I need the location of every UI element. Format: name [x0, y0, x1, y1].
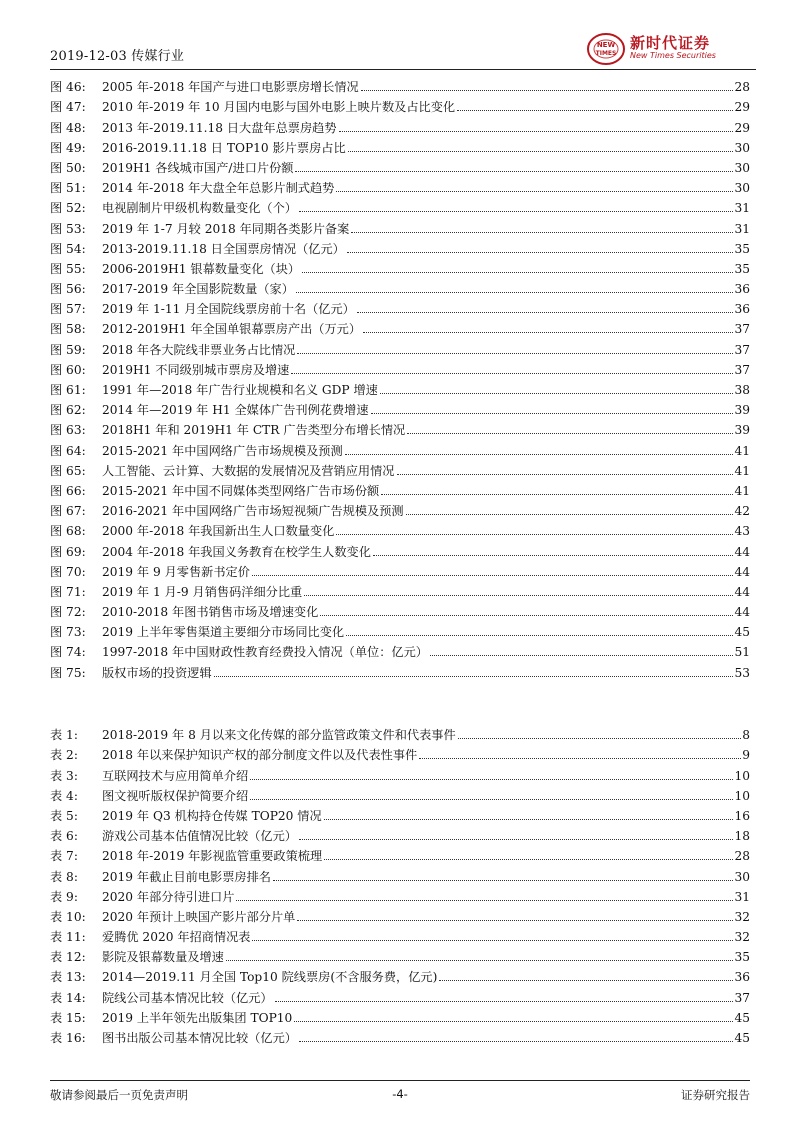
toc-entry-title[interactable]: 电视剧制片甲级机构数量变化（个）	[102, 201, 297, 216]
dot-leader	[371, 412, 734, 414]
toc-entry-label: 图 63:	[50, 423, 86, 438]
footer-report-type: 证券研究报告	[681, 1088, 750, 1102]
toc-entry-label: 表 6:	[50, 829, 78, 844]
toc-entry-title[interactable]: 2016-2019.11.18 日 TOP10 影片票房占比	[102, 140, 346, 155]
toc-entry-title[interactable]: 影院及银幕数量及增速	[102, 950, 224, 965]
toc-entry-label: 表 10:	[50, 909, 86, 924]
toc-entry-page[interactable]: 35	[734, 241, 750, 256]
toc-entry-title[interactable]: 2006-2019H1 银幕数量变化（块）	[102, 261, 301, 276]
toc-entry[interactable]	[50, 276, 750, 296]
toc-entry[interactable]	[50, 803, 750, 823]
toc-entry-title[interactable]: 2010 年-2019 年 10 月国内电影与国外电影上映片数及占比变化	[102, 100, 456, 115]
toc-entry-page[interactable]: 45	[734, 625, 750, 640]
toc-entry-label: 表 2:	[50, 748, 78, 763]
company-logo	[586, 32, 756, 66]
dot-leader	[250, 798, 733, 800]
dot-leader	[226, 959, 734, 961]
toc-entry-page[interactable]: 29	[734, 100, 750, 115]
dot-leader	[299, 1040, 733, 1042]
dot-leader	[397, 473, 734, 475]
header-date-industry: 2019-12-03 传媒行业	[50, 49, 185, 64]
toc-entry-title[interactable]: 1991 年—2018 年广告行业规模和名义 GDP 增速	[102, 383, 378, 397]
dot-leader	[363, 331, 733, 333]
toc-entry-page[interactable]: 8	[742, 728, 750, 743]
footer-disclaimer: 敬请参阅最后一页免责声明	[50, 1088, 188, 1102]
dot-leader	[406, 513, 734, 515]
toc-entry-title[interactable]: 2005 年-2018 年国产与进口电影票房增长情况	[102, 80, 359, 95]
dot-leader	[296, 291, 734, 293]
dot-leader	[351, 231, 733, 233]
toc-entry-page[interactable]: 44	[734, 584, 750, 599]
toc-entry-title[interactable]: 人工智能、云计算、大数据的发展情况及营销应用情况	[102, 463, 395, 478]
toc-entry-page[interactable]: 43	[734, 524, 750, 539]
toc-entry-title[interactable]: 2019 上半年领先出版集团 TOP10	[102, 1010, 293, 1025]
toc-entry-label: 图 57:	[50, 302, 86, 317]
dot-leader	[294, 1020, 733, 1022]
page-number: -4-	[392, 1087, 408, 1101]
toc-entry-title[interactable]: 2004 年-2018 年我国义务教育在校学生人数变化	[102, 544, 371, 559]
footer-rule	[50, 1080, 750, 1081]
toc-entry-page[interactable]: 41	[734, 483, 750, 498]
logo-mark-icon	[586, 32, 626, 66]
toc-entry-title[interactable]: 院线公司基本情况比较（亿元）	[102, 990, 273, 1005]
toc-entry-title[interactable]: 互联网技术与应用简单介绍	[102, 768, 249, 783]
toc-entry-title[interactable]: 2019 年 1-7 月较 2018 年同期各类影片备案	[102, 221, 350, 236]
dot-leader	[273, 879, 734, 881]
dot-leader	[336, 190, 733, 192]
toc-entry-page[interactable]: 31	[734, 201, 750, 216]
toc-entry-label: 图 55:	[50, 261, 86, 276]
toc-entry-title[interactable]: 爱腾优 2020 年招商情况表	[102, 930, 251, 945]
toc-entry-title[interactable]: 2020 年预计上映国产影片部分片单	[102, 909, 296, 924]
dot-leader	[295, 170, 733, 172]
toc-entry[interactable]	[50, 498, 750, 518]
toc-entry-title[interactable]: 2019 年 1 月-9 月销售码洋细分比重	[102, 584, 303, 599]
toc-entry-label: 图 61:	[50, 383, 86, 397]
figure-index-list	[50, 74, 750, 680]
toc-entry[interactable]	[50, 256, 750, 276]
page-header	[50, 30, 756, 70]
toc-entry[interactable]	[50, 336, 750, 356]
toc-entry-label: 表 4:	[50, 788, 78, 803]
toc-entry-label: 表 15:	[50, 1010, 86, 1025]
toc-entry-label: 图 73:	[50, 625, 86, 640]
dot-leader	[291, 372, 733, 374]
toc-entry-title[interactable]: 2019 上半年零售渠道主要细分市场同比变化	[102, 625, 345, 640]
toc-entry-page[interactable]: 28	[734, 80, 750, 95]
toc-entry-title[interactable]: 2014—2019.11 月全国 Top10 院线票房(不含服务费，亿元)	[102, 970, 438, 985]
toc-entry[interactable]	[50, 1025, 750, 1045]
toc-entry-label: 图 46:	[50, 80, 86, 95]
toc-entry-page[interactable]: 10	[734, 788, 750, 803]
toc-entry[interactable]	[50, 722, 750, 742]
toc-entry-title[interactable]: 2014 年-2018 年大盘全年总影片制式趋势	[102, 181, 335, 196]
dot-leader	[275, 1000, 734, 1002]
toc-entry-page[interactable]: 35	[734, 950, 750, 965]
toc-entry-page[interactable]: 38	[734, 383, 750, 397]
toc-entry-label: 图 49:	[50, 140, 86, 155]
dot-leader	[304, 594, 733, 596]
toc-entry[interactable]	[50, 984, 750, 1004]
toc-entry-title[interactable]: 2015-2021 年中国不同媒体类型网络广告市场份额	[102, 483, 380, 498]
toc-entry[interactable]	[50, 659, 750, 679]
dot-leader	[339, 130, 734, 132]
dot-leader	[457, 109, 733, 111]
toc-entry-label: 图 64:	[50, 443, 86, 458]
toc-entry-label: 图 47:	[50, 100, 86, 115]
dot-leader	[419, 757, 741, 759]
toc-entry-title[interactable]: 1997-2018 年中国财政性教育经费投入情况（单位：亿元）	[102, 645, 428, 660]
toc-entry-label: 图 54:	[50, 241, 86, 256]
toc-entry-label: 图 72:	[50, 605, 86, 620]
toc-entry[interactable]	[50, 478, 750, 498]
toc-entry-page[interactable]: 44	[734, 544, 750, 559]
logo-subtitle: New Times Securities	[630, 51, 716, 60]
toc-entry-label: 表 12:	[50, 950, 86, 965]
toc-entry[interactable]	[50, 175, 750, 195]
toc-entry-title[interactable]: 版权市场的投资逻辑	[102, 665, 212, 680]
toc-entry-label: 表 14:	[50, 990, 86, 1005]
toc-entry-page[interactable]: 30	[734, 869, 750, 884]
toc-entry-label: 图 58:	[50, 322, 86, 337]
toc-entry-page[interactable]: 36	[734, 302, 750, 317]
toc-entry[interactable]	[50, 377, 750, 397]
toc-entry-title[interactable]: 2010-2018 年图书销售市场及增速变化	[102, 605, 319, 620]
dot-leader	[236, 899, 733, 901]
toc-entry-title[interactable]: 图文视听版权保护简要介绍	[102, 788, 249, 803]
toc-entry-label: 图 75:	[50, 665, 86, 680]
toc-entry-label: 表 16:	[50, 1031, 86, 1045]
toc-entry-page[interactable]: 29	[734, 120, 750, 135]
toc-entry[interactable]	[50, 559, 750, 579]
toc-entry[interactable]	[50, 94, 750, 114]
dot-leader	[297, 352, 733, 354]
toc-entry-page[interactable]: 42	[734, 504, 750, 519]
toc-entry-page[interactable]: 30	[734, 160, 750, 175]
table-index-list	[50, 722, 750, 1045]
toc-entry-label: 图 50:	[50, 160, 86, 175]
toc-entry-page[interactable]: 37	[734, 342, 750, 357]
toc-entry[interactable]	[50, 579, 750, 599]
toc-entry-label: 表 5:	[50, 808, 78, 823]
toc-entry-title[interactable]: 2019H1 不同级别城市票房及增速	[102, 362, 290, 377]
toc-entry[interactable]	[50, 114, 750, 134]
dot-leader	[302, 271, 733, 273]
dot-leader	[361, 89, 734, 91]
toc-entry-title[interactable]: 游戏公司基本估值情况比较（亿元）	[102, 829, 297, 844]
toc-entry-page[interactable]: 9	[742, 748, 750, 763]
toc-entry-label: 图 65:	[50, 463, 86, 478]
toc-entry-title[interactable]: 2018H1 年和 2019H1 年 CTR 广告类型分布增长情况	[102, 423, 406, 438]
toc-entry[interactable]	[50, 639, 750, 659]
toc-entry-page[interactable]: 44	[734, 564, 750, 579]
toc-entry-page[interactable]: 32	[734, 930, 750, 945]
toc-entry-label: 表 9:	[50, 889, 78, 904]
svg-text:TIMES: TIMES	[595, 50, 617, 57]
toc-entry[interactable]	[50, 538, 750, 558]
toc-entry[interactable]	[50, 599, 750, 619]
toc-entry-title[interactable]: 2019 年 Q3 机构持仓传媒 TOP20 情况	[102, 808, 322, 823]
toc-entry[interactable]	[50, 135, 750, 155]
toc-entry[interactable]	[50, 619, 750, 639]
toc-entry-label: 图 59:	[50, 342, 86, 357]
toc-entry-title[interactable]: 2019 年 1-11 月全国院线票房前十名（亿元）	[102, 302, 355, 317]
dot-leader	[320, 614, 733, 616]
toc-entry-label: 图 71:	[50, 584, 86, 599]
toc-entry-page[interactable]: 44	[734, 605, 750, 620]
toc-entry-title[interactable]: 2019H1 各线城市国产/进口片份额	[102, 160, 294, 175]
toc-entry-page[interactable]: 31	[734, 221, 750, 236]
toc-entry-title[interactable]: 2013 年-2019.11.18 日大盘年总票房趋势	[102, 120, 337, 135]
toc-entry-label: 表 3:	[50, 768, 78, 783]
toc-entry[interactable]	[50, 296, 750, 316]
toc-entry-page[interactable]: 37	[734, 362, 750, 377]
dot-leader	[381, 493, 733, 495]
dot-leader	[324, 818, 734, 820]
svg-text:NEW: NEW	[596, 41, 616, 49]
toc-entry[interactable]	[50, 884, 750, 904]
toc-entry-label: 表 13:	[50, 970, 86, 985]
toc-entry[interactable]	[50, 518, 750, 538]
toc-entry[interactable]	[50, 742, 750, 762]
toc-entry[interactable]	[50, 964, 750, 984]
dot-leader	[250, 778, 733, 780]
toc-entry-label: 表 8:	[50, 869, 78, 884]
toc-entry-title[interactable]: 2000 年-2018 年我国新出生人口数量变化	[102, 524, 335, 539]
dot-leader	[252, 574, 734, 576]
toc-entry-label: 图 60:	[50, 362, 86, 377]
toc-entry-label: 图 56:	[50, 282, 86, 297]
toc-entry-title[interactable]: 2013-2019.11.18 日全国票房情况（亿元）	[102, 241, 345, 256]
toc-entry-label: 图 52:	[50, 201, 86, 216]
toc-entry[interactable]	[50, 1005, 750, 1025]
toc-entry-page[interactable]: 35	[734, 261, 750, 276]
toc-entry-title[interactable]: 2019 年 9 月零售新书定价	[102, 564, 250, 579]
toc-entry-title[interactable]: 2018 年各大院线非票业务占比情况	[102, 342, 296, 357]
toc-entry-page[interactable]: 30	[734, 181, 750, 196]
toc-entry-label: 图 48:	[50, 120, 86, 135]
toc-entry[interactable]	[50, 458, 750, 478]
toc-entry-label: 表 7:	[50, 849, 78, 864]
toc-entry-label: 图 67:	[50, 504, 86, 519]
toc-entry-label: 表 1:	[50, 728, 78, 743]
dot-leader	[357, 311, 734, 313]
toc-entry-label: 图 51:	[50, 181, 86, 196]
toc-entry[interactable]	[50, 417, 750, 437]
toc-entry[interactable]	[50, 783, 750, 803]
toc-entry[interactable]	[50, 924, 750, 944]
toc-entry-page[interactable]: 39	[734, 423, 750, 438]
toc-entry[interactable]	[50, 843, 750, 863]
toc-entry-page[interactable]: 32	[734, 909, 750, 924]
toc-entry-page[interactable]: 45	[734, 1010, 750, 1025]
toc-entry-title[interactable]: 2017-2019 年全国影院数量（家）	[102, 282, 294, 297]
logo-name: 新时代证券	[630, 34, 711, 52]
dot-leader	[439, 979, 733, 981]
dot-leader	[214, 675, 734, 677]
dot-leader	[407, 432, 733, 434]
dot-leader	[346, 634, 733, 636]
toc-entry-title[interactable]: 2015-2021 年中国网络广告市场规模及预测	[102, 443, 343, 458]
toc-entry-label: 图 53:	[50, 221, 86, 236]
toc-entry[interactable]	[50, 863, 750, 883]
dot-leader	[299, 210, 733, 212]
dot-leader	[297, 919, 733, 921]
toc-entry-label: 图 70:	[50, 564, 86, 579]
toc-entry[interactable]	[50, 397, 750, 417]
toc-entry-page[interactable]: 28	[734, 849, 750, 864]
toc-entry-page[interactable]: 41	[734, 463, 750, 478]
header-rule	[50, 69, 756, 71]
toc-entry-title[interactable]: 2018-2019 年 8 月以来文化传媒的部分监管政策文件和代表事件	[102, 728, 456, 743]
toc-entry-label: 图 74:	[50, 645, 86, 660]
toc-entry-page[interactable]: 39	[734, 403, 750, 418]
toc-entry-page[interactable]: 37	[734, 990, 750, 1005]
toc-entry-label: 图 66:	[50, 483, 86, 498]
toc-entry[interactable]	[50, 155, 750, 175]
toc-entry-page[interactable]: 16	[734, 808, 750, 823]
toc-entry-page[interactable]: 18	[734, 829, 750, 844]
dot-leader	[336, 533, 733, 535]
dot-leader	[299, 838, 733, 840]
dot-leader	[430, 654, 734, 656]
toc-entry[interactable]	[50, 437, 750, 457]
toc-entry-title[interactable]: 2018 年-2019 年影视监管重要政策梳理	[102, 849, 323, 864]
toc-entry-label: 图 69:	[50, 544, 86, 559]
toc-entry-label: 图 68:	[50, 524, 86, 539]
toc-entry-page[interactable]: 41	[734, 443, 750, 458]
toc-entry-page[interactable]: 36	[734, 282, 750, 297]
dot-leader	[458, 737, 742, 739]
toc-entry[interactable]	[50, 215, 750, 235]
dot-leader	[347, 251, 734, 253]
dot-leader	[345, 453, 734, 455]
toc-entry-page[interactable]: 53	[734, 665, 750, 680]
toc-entry-title[interactable]: 2020 年部分待引进口片	[102, 889, 235, 904]
toc-entry-page[interactable]: 31	[734, 889, 750, 904]
toc-entry-label: 图 62:	[50, 403, 86, 418]
toc-entry[interactable]	[50, 944, 750, 964]
dot-leader	[324, 858, 733, 860]
toc-entry[interactable]	[50, 195, 750, 215]
toc-entry-page[interactable]: 30	[734, 140, 750, 155]
toc-entry[interactable]	[50, 236, 750, 256]
dot-leader	[380, 392, 734, 394]
page-footer	[50, 1080, 750, 1107]
dot-leader	[373, 554, 734, 556]
toc-entry[interactable]	[50, 316, 750, 336]
toc-entry-page[interactable]: 37	[734, 322, 750, 337]
toc-entry-page[interactable]: 10	[734, 768, 750, 783]
toc-entry-page[interactable]: 45	[734, 1031, 750, 1045]
toc-entry[interactable]	[50, 74, 750, 94]
toc-entry[interactable]	[50, 904, 750, 924]
toc-entry-title[interactable]: 2016-2021 年中国网络广告市场短视频广告规模及预测	[102, 504, 404, 519]
dot-leader	[252, 939, 733, 941]
toc-entry-page[interactable]: 51	[734, 645, 750, 660]
toc-entry[interactable]	[50, 762, 750, 782]
toc-entry-title[interactable]: 2019 年截止目前电影票房排名	[102, 869, 271, 884]
dot-leader	[348, 150, 734, 152]
toc-entry-label: 表 11:	[50, 930, 86, 945]
toc-entry-title[interactable]: 图书出版公司基本情况比较（亿元）	[102, 1031, 297, 1045]
toc-entry[interactable]	[50, 357, 750, 377]
toc-entry-page[interactable]: 36	[734, 970, 750, 985]
toc-entry-title[interactable]: 2014 年—2019 年 H1 全媒体广告刊例花费增速	[102, 403, 369, 418]
toc-entry[interactable]	[50, 823, 750, 843]
toc-entry-title[interactable]: 2012-2019H1 年全国单银幕票房产出（万元）	[102, 322, 362, 337]
toc-entry-title[interactable]: 2018 年以来保护知识产权的部分制度文件以及代表性事件	[102, 748, 418, 763]
